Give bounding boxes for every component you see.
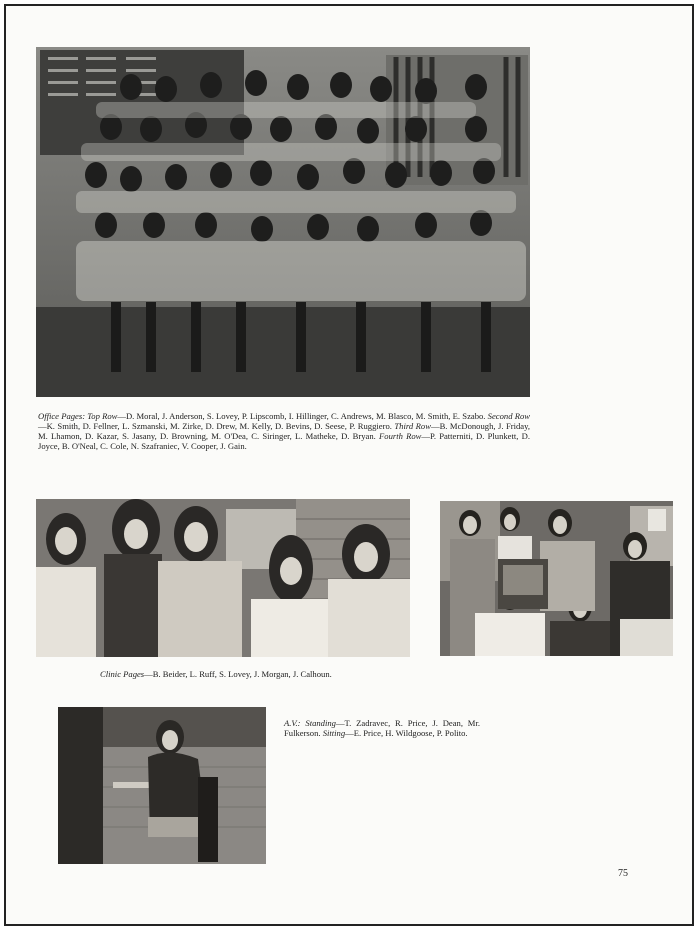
office-row-heading: Third Row (394, 421, 431, 431)
page-number: 75 (618, 868, 628, 879)
clinic-group-photo (36, 499, 410, 657)
office-row-heading: Fourth Row (379, 431, 422, 441)
av-standing-names: T. Zadravec, R. Price, J. Dean, Mr. Fulkerson. (284, 718, 480, 738)
dash: — (117, 411, 126, 421)
clinic-names: B. Beider, L. Ruff, S. Lovey, J. Morgan, J. Calhoun. (152, 669, 332, 679)
office-row-names: D. Moral, J. Anderson, S. Lovey, P. Lipscomb, I. Hillinger, C. Andrews, M. Blasco, M. Smith, E. Szabo. (125, 411, 486, 421)
office-group-photo (36, 47, 530, 397)
office-row-heading: Second Row (487, 411, 530, 421)
office-row-names: B. McDonough, J. Friday, M. Lhamon, D. Kazar, S. Jasany, D. Browning, M. O'Dea, C. Siringer, L. Matheke, D. Bryan. (38, 421, 531, 441)
dash: — (430, 421, 440, 431)
av-sitting-names: E. Price, H. Wildgoose, P. Polito. (353, 728, 468, 738)
office-row-names: K. Smith, D. Fellner, L. Szmanski, M. Zirke, D. Drew, M. Kelly, D. Bevins, D. Seese, P. Ruggiero. (46, 421, 392, 431)
av-caption (284, 718, 480, 738)
office-row-names: P. Patterniti, D. Plunkett, D. Joyce, B. O'Neal, C. Cole, N. Szafraniec, V. Cooper, J. Gain. (38, 431, 530, 451)
clinic-label: Clinic Pages (100, 669, 145, 679)
dash: — (421, 431, 430, 441)
av-label: A.V.: (284, 718, 301, 728)
office-caption (38, 411, 530, 451)
office-row-heading: Top Row (87, 411, 118, 421)
av-sitting-label: Sitting (322, 728, 346, 738)
dash: — (144, 669, 153, 679)
dash: — (345, 728, 354, 738)
dash: — (335, 718, 345, 728)
office-label: Office Pages: (38, 411, 86, 421)
av-sitting-photo (58, 707, 266, 864)
dash: — (38, 421, 47, 431)
clinic-caption (100, 669, 420, 679)
av-standing-label: Standing (305, 718, 336, 728)
av-group-photo (440, 501, 673, 656)
